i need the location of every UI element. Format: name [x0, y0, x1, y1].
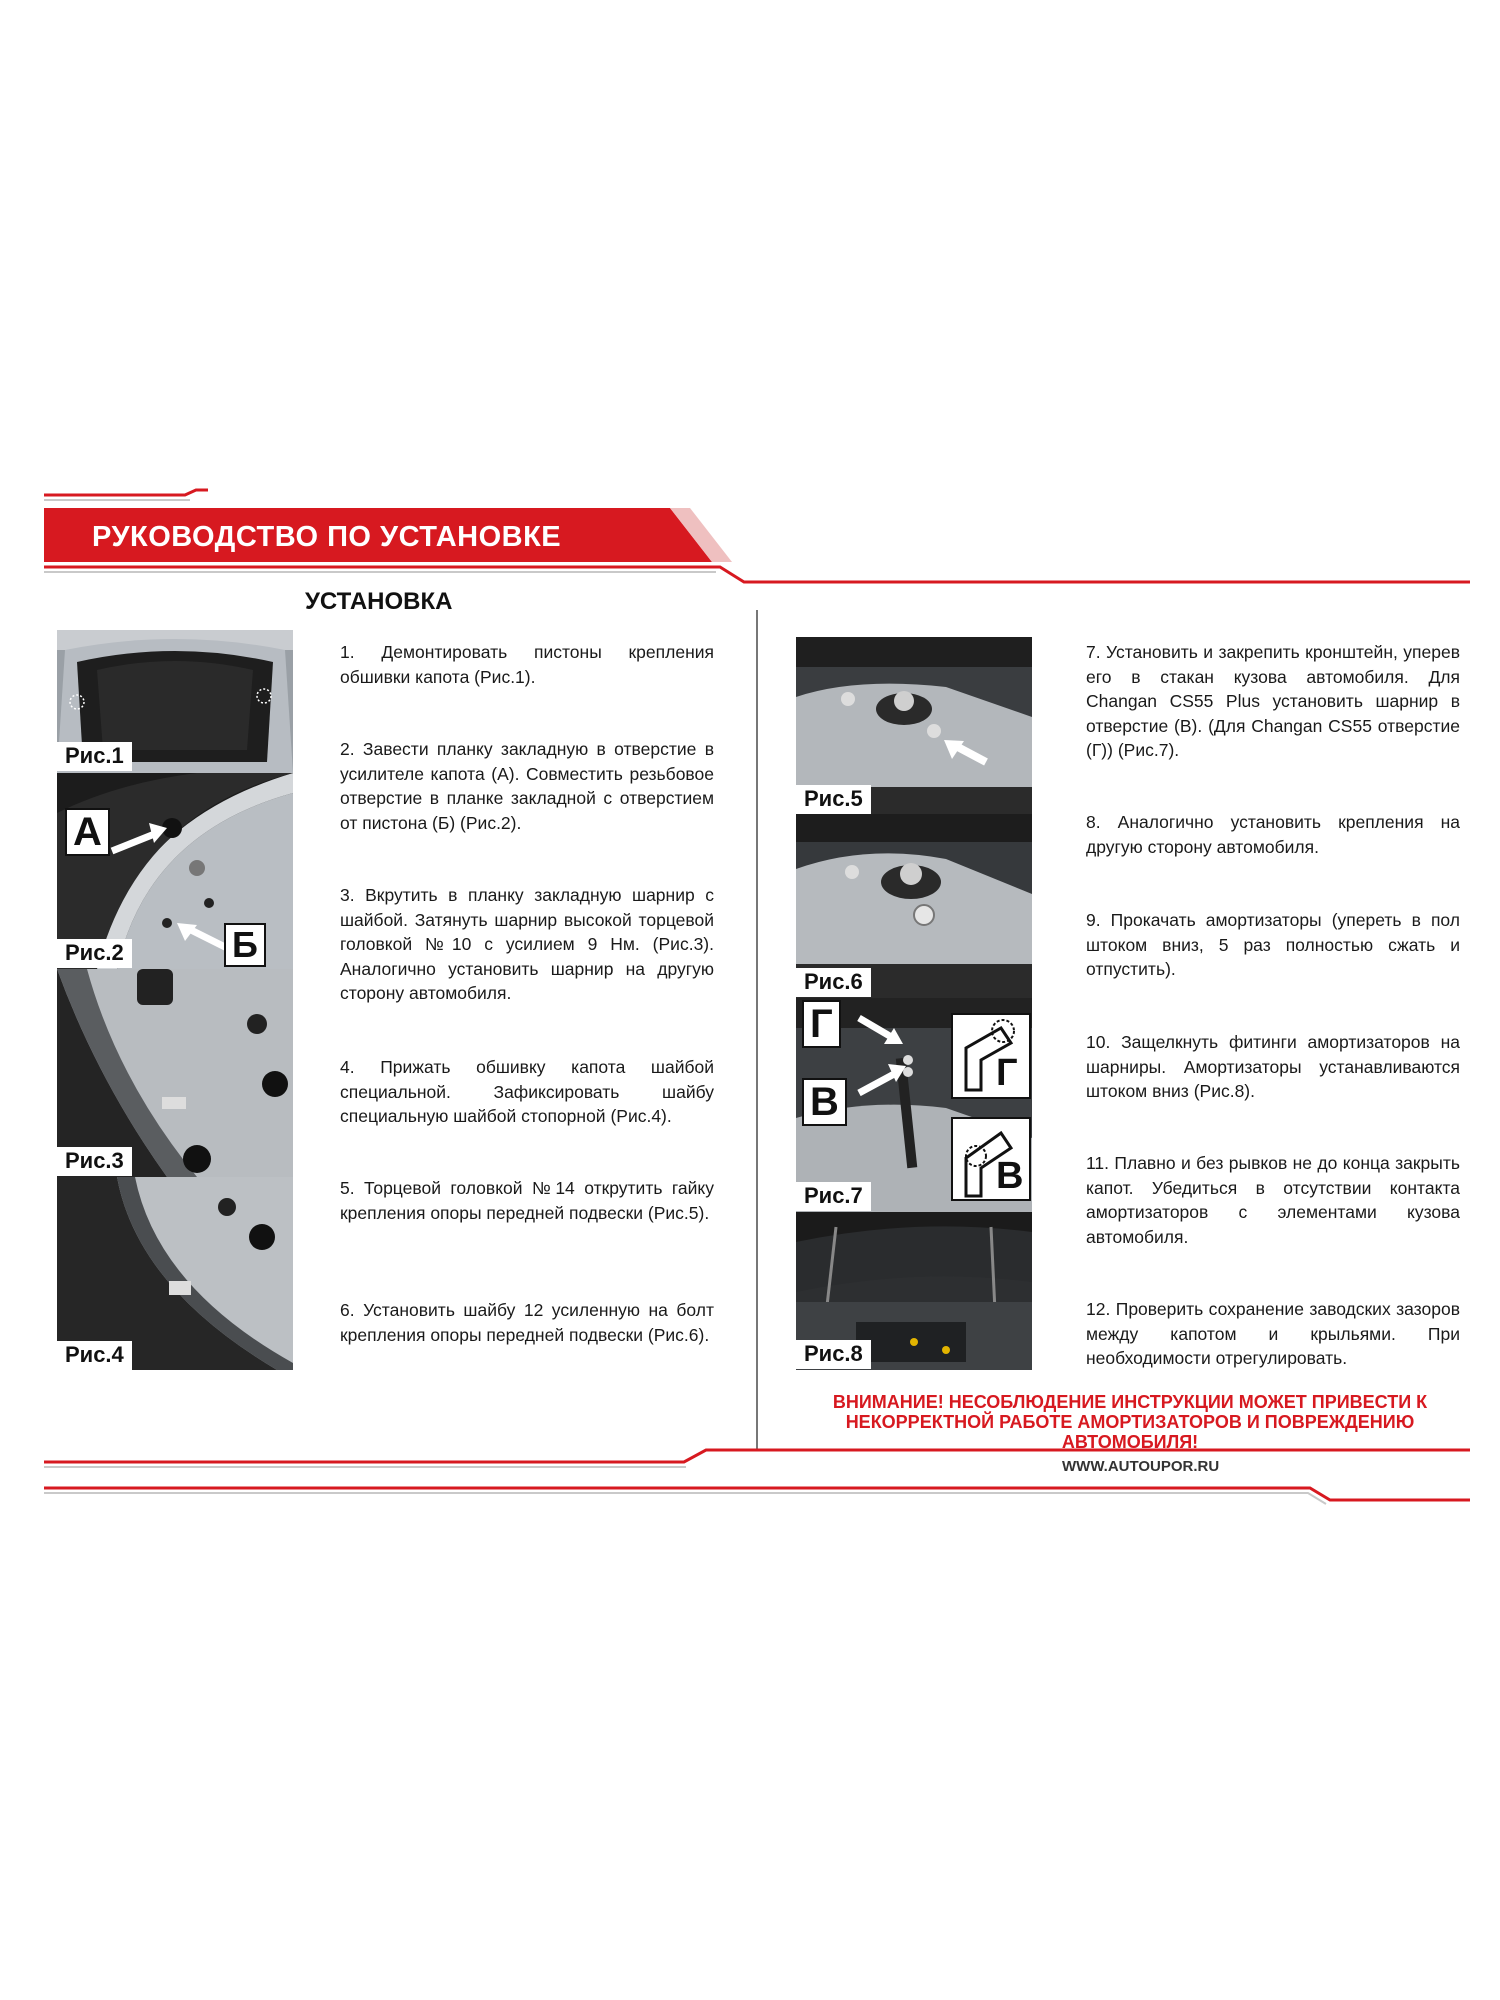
- step-5: 5. Торцевой головкой №14 открутить гайку крепления опоры передней подвески (Рис.5).: [340, 1178, 714, 1223]
- figure-8-label: Рис.8: [796, 1340, 871, 1369]
- step-10: 10. Защелкнуть фитинги амортизаторов на шарниры. Амортизаторы устанавливаются штоком вниз (Рис.8).: [1086, 1032, 1460, 1101]
- figure-3-photo: [57, 969, 293, 1177]
- step-9: 9. Прокачать амортизаторы (упереть в пол штоком вниз, 5 раз полностью сжать и отпустить).: [1086, 910, 1460, 979]
- section-title: УСТАНОВКА: [305, 588, 453, 615]
- inset-marker-v: В: [996, 1155, 1024, 1197]
- footer-lines: [0, 1440, 1500, 1520]
- figure-1-label: Рис.1: [57, 742, 132, 771]
- step-3: 3. Вкрутить в планку закладную шарнир с шайбой. Затянуть шарнир высокой торцевой головкой №10 с усилием 9 Нм. (Рис.3). Аналогично установить шарнир на другую сторону автомобиля.: [340, 885, 714, 1003]
- marker-b: Б: [224, 923, 266, 967]
- marker-a: А: [65, 808, 110, 856]
- step-2: 2. Завести планку закладную в отверстие в усилителе капота (А). Совместить резьбовое отверстие в планке закладной с отверстием от пистона (Б) (Рис.2).: [340, 739, 714, 833]
- step-4: 4. Прижать обшивку капота шайбой специальной. Зафиксировать шайбу специальную шайбой стопорной (Рис.4).: [340, 1057, 714, 1126]
- figure-1-photo: [57, 630, 293, 773]
- figure-3-label: Рис.3: [57, 1147, 132, 1176]
- column-divider: [756, 610, 758, 1450]
- figure-7-photo: [796, 998, 1032, 1212]
- marker-g: Г: [802, 1000, 841, 1048]
- warning-text: ВНИМАНИЕ! НЕСОБЛЮДЕНИЕ ИНСТРУКЦИИ МОЖЕТ ПРИВЕСТИ К НЕКОРРЕКТНОЙ РАБОТЕ АМОРТИЗАТОРОВ И ПОВРЕЖДЕНИЮ АВТОМОБИЛЯ!: [832, 1392, 1428, 1452]
- marker-v: В: [802, 1078, 847, 1126]
- step-12: 12. Проверить сохранение заводских зазоров между капотом и крыльями. При необходимости отрегулировать.: [1086, 1299, 1460, 1368]
- figure-7-label: Рис.7: [796, 1182, 871, 1211]
- website-link[interactable]: WWW.AUTOUPOR.RU: [1062, 1458, 1220, 1475]
- figure-5-photo: [796, 637, 1032, 814]
- figure-2-photo: [57, 773, 293, 969]
- figure-5-label: Рис.5: [796, 785, 871, 814]
- step-6: 6. Установить шайбу 12 усиленную на болт крепления опоры передней подвески (Рис.6).: [340, 1300, 714, 1345]
- figure-6-photo: [796, 814, 1032, 998]
- figure-8-photo: [796, 1212, 1032, 1370]
- page-title: РУКОВОДСТВО ПО УСТАНОВКЕ: [92, 521, 562, 553]
- step-8: 8. Аналогично установить крепления на другую сторону автомобиля.: [1086, 812, 1460, 857]
- figure-4-photo: [57, 1177, 293, 1370]
- step-1: 1. Демонтировать пистоны крепления обшивки капота (Рис.1).: [340, 642, 714, 687]
- figure-2-label: Рис.2: [57, 939, 132, 968]
- step-11: 11. Плавно и без рывков не до конца закрыть капот. Убедиться в отсутствии контакта амортизаторов с элементами кузова автомобиля.: [1086, 1153, 1460, 1247]
- step-7: 7. Установить и закрепить кронштейн, уперев его в стакан кузова автомобиля. Для Changan CS55 Plus установить шарнир в отверстие (В). (Для Changan CS55 отверстие (Г)) (Рис.7).: [1086, 642, 1460, 760]
- inset-marker-g: Г: [996, 1052, 1018, 1094]
- figure-4-label: Рис.4: [57, 1341, 132, 1370]
- figure-6-label: Рис.6: [796, 968, 871, 997]
